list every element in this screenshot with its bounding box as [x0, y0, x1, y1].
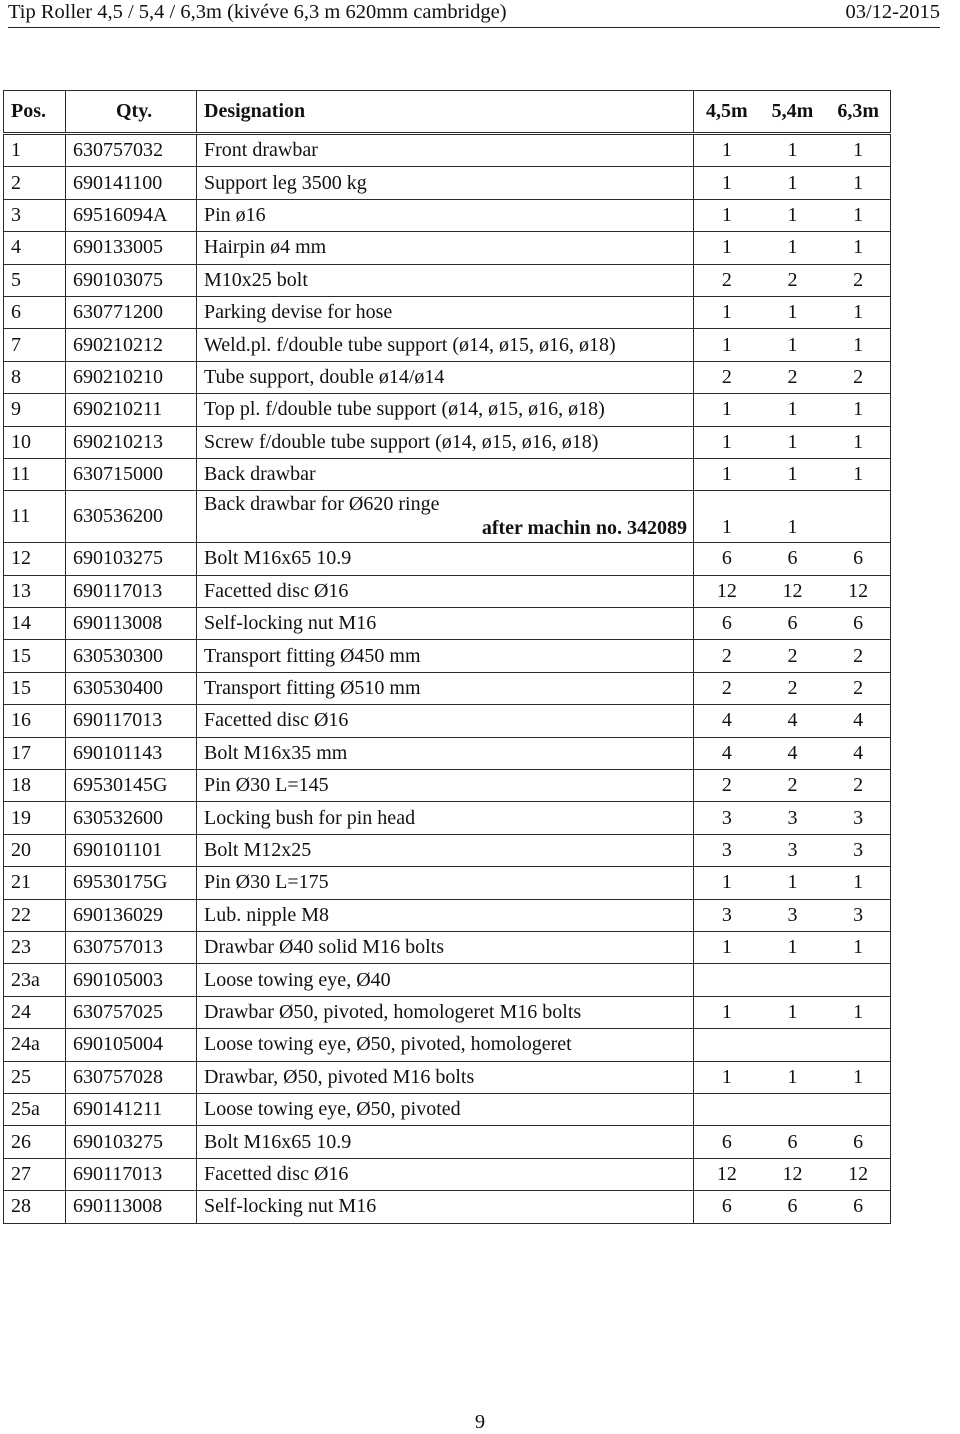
- qty-q54: 2: [787, 268, 798, 291]
- quantity-cell: [694, 931, 891, 963]
- qty-q54: 6: [787, 612, 798, 635]
- qty-q54: 1: [787, 203, 798, 226]
- qty-q54: 1: [787, 1065, 798, 1088]
- designation-cell: Weld.pl. f/double tube support (ø14, ø15, ø16, ø18): [197, 329, 694, 361]
- part-number-cell: 690141211: [66, 1093, 197, 1125]
- quantity-cell: [694, 329, 891, 361]
- designation-cell: Facetted disc Ø16: [197, 1158, 694, 1190]
- column-header-sizes: [694, 91, 891, 134]
- qty-q45: 12: [716, 1162, 737, 1185]
- qty-q63: 2: [853, 774, 864, 797]
- quantity-cell: [694, 899, 891, 931]
- pos-cell: 25a: [4, 1093, 66, 1125]
- pos-cell: 16: [4, 705, 66, 737]
- designation-cell: Drawbar Ø50, pivoted, homologeret M16 bolts: [197, 996, 694, 1028]
- qty-q54: 12: [782, 1162, 803, 1185]
- qty-q63: 1: [853, 203, 864, 226]
- designation-cell: Bolt M16x65 10.9: [197, 1126, 694, 1158]
- qty-q63: 1: [853, 1000, 864, 1023]
- quantity-cell: [694, 834, 891, 866]
- qty-q54: 3: [787, 903, 798, 926]
- document-title: Tip Roller 4,5 / 5,4 / 6,3m (kivéve 6,3 m 620mm cambridge): [8, 1, 507, 23]
- part-number-cell: 690101101: [66, 834, 197, 866]
- qty-q45: 2: [721, 644, 732, 667]
- part-number-cell: 69516094A: [66, 199, 197, 231]
- part-number-cell: 690210211: [66, 394, 197, 426]
- qty-q45: 2: [721, 677, 732, 700]
- designation-cell: Loose towing eye, Ø50, pivoted, homologeret: [197, 1029, 694, 1061]
- qty-q45: 1: [721, 1000, 732, 1023]
- table-row: [4, 1061, 891, 1093]
- part-number-cell: 630757028: [66, 1061, 197, 1093]
- quantity-cell: [694, 737, 891, 769]
- qty-q63: 2: [853, 644, 864, 667]
- designation-cell: M10x25 bolt: [197, 264, 694, 296]
- part-number-cell: 630532600: [66, 802, 197, 834]
- column-header-pos: Pos.: [4, 91, 66, 134]
- quantity-cell: [694, 199, 891, 231]
- qty-q63: [825, 516, 890, 539]
- qty-q45: 2: [721, 268, 732, 291]
- qty-q54: 2: [787, 644, 798, 667]
- part-number-cell: 690210210: [66, 361, 197, 393]
- parts-table: [3, 90, 891, 1224]
- qty-q45: 2: [721, 774, 732, 797]
- qty-q63: 2: [853, 365, 864, 388]
- pos-cell: 10: [4, 426, 66, 458]
- qty-q54: 2: [787, 365, 798, 388]
- table-row: [4, 199, 891, 231]
- table-row: [4, 575, 891, 607]
- qty-q45: 1: [721, 398, 732, 421]
- part-number-cell: 630530400: [66, 672, 197, 704]
- quantity-cell: [694, 458, 891, 490]
- designation-cell: Pin Ø30 L=145: [197, 770, 694, 802]
- table-row: [4, 705, 891, 737]
- quantity-cell: [694, 394, 891, 426]
- qty-q45: 6: [721, 547, 732, 570]
- pos-cell: 21: [4, 867, 66, 899]
- qty-q54: 6: [787, 547, 798, 570]
- part-number-cell: 690113008: [66, 608, 197, 640]
- part-number-cell: 690210212: [66, 329, 197, 361]
- qty-q45: 6: [721, 1130, 732, 1153]
- quantity-cell: [694, 802, 891, 834]
- qty-q45: 2: [721, 365, 732, 388]
- part-number-cell: 690141100: [66, 167, 197, 199]
- quantity-cell: [694, 296, 891, 328]
- table-row: [4, 329, 891, 361]
- designation-note: after machin no. 342089: [481, 517, 687, 540]
- pos-cell: 11: [4, 458, 66, 490]
- quantity-cell: [694, 608, 891, 640]
- quantity-cell: [694, 361, 891, 393]
- pos-cell: 20: [4, 834, 66, 866]
- designation-cell: Facetted disc Ø16: [197, 575, 694, 607]
- qty-q63: 4: [853, 741, 864, 764]
- qty-q63: 4: [853, 709, 864, 732]
- qty-q54: 1: [787, 171, 798, 194]
- header-divider: [8, 27, 940, 28]
- table-row: [4, 640, 891, 672]
- table-row: [4, 931, 891, 963]
- table-row: [4, 458, 891, 490]
- quantity-cell: [694, 134, 891, 167]
- document-date: 03/12-2015: [845, 1, 940, 23]
- table-row: [4, 394, 891, 426]
- quantity-cell: [694, 264, 891, 296]
- qty-q54: 12: [782, 579, 803, 602]
- part-number-cell: 690103275: [66, 543, 197, 575]
- qty-q45: 1: [721, 871, 732, 894]
- table-row: [4, 672, 891, 704]
- designation-cell: Locking bush for pin head: [197, 802, 694, 834]
- qty-q63: 1: [853, 936, 864, 959]
- quantity-cell: [694, 543, 891, 575]
- pos-cell: 28: [4, 1191, 66, 1223]
- designation-cell: Bolt M16x35 mm: [197, 737, 694, 769]
- qty-q45: 1: [721, 139, 732, 162]
- designation-cell: Facetted disc Ø16: [197, 705, 694, 737]
- table-row: [4, 134, 891, 167]
- part-number-cell: 630757032: [66, 134, 197, 167]
- pos-cell: 19: [4, 802, 66, 834]
- qty-q54: 1: [787, 333, 798, 356]
- quantity-cell: [694, 770, 891, 802]
- qty-q54: 1: [787, 139, 798, 162]
- qty-q45: 6: [721, 612, 732, 635]
- table-row: [4, 737, 891, 769]
- pos-cell: 9: [4, 394, 66, 426]
- qty-q63: 2: [853, 268, 864, 291]
- column-header-5-4m: 5,4m: [771, 100, 814, 122]
- qty-q54: 1: [787, 463, 798, 486]
- qty-q45: 1: [721, 936, 732, 959]
- qty-q45: 3: [721, 839, 732, 861]
- qty-q45: 4: [721, 709, 732, 732]
- part-number-cell: 690117013: [66, 705, 197, 737]
- qty-q45: 1: [721, 1065, 732, 1088]
- pos-cell: 12: [4, 543, 66, 575]
- qty-q45: 1: [721, 333, 732, 356]
- designation-cell: Transport fitting Ø450 mm: [197, 640, 694, 672]
- part-number-cell: 630530300: [66, 640, 197, 672]
- qty-q45: 3: [721, 903, 732, 926]
- qty-q54: 1: [787, 936, 798, 959]
- designation-line: Back drawbar for Ø620 ringe: [204, 493, 440, 516]
- part-number-cell: 690117013: [66, 1158, 197, 1190]
- pos-cell: 13: [4, 575, 66, 607]
- part-number-cell: 690105004: [66, 1029, 197, 1061]
- qty-q54: 1: [787, 1000, 798, 1023]
- designation-cell: Bolt M16x65 10.9: [197, 543, 694, 575]
- qty-q45: 6: [721, 1195, 732, 1218]
- pos-cell: 7: [4, 329, 66, 361]
- table-body: [4, 134, 891, 1224]
- part-number-cell: 690101143: [66, 737, 197, 769]
- part-number-cell: 690210213: [66, 426, 197, 458]
- qty-q63: 6: [853, 612, 864, 635]
- table-row: [4, 491, 891, 543]
- pos-cell: 3: [4, 199, 66, 231]
- designation-cell: Pin ø16: [197, 199, 694, 231]
- qty-q63: 1: [853, 398, 864, 421]
- table-row: [4, 608, 891, 640]
- part-number-cell: 690103275: [66, 1126, 197, 1158]
- table-row: [4, 167, 891, 199]
- qty-q63: 1: [853, 430, 864, 453]
- qty-q63: 3: [853, 806, 864, 829]
- table-row: [4, 361, 891, 393]
- quantity-cell: [694, 1061, 891, 1093]
- part-number-cell: 630536200: [66, 491, 197, 543]
- pos-cell: 27: [4, 1158, 66, 1190]
- quantity-cell: [694, 867, 891, 899]
- qty-q63: 1: [853, 139, 864, 162]
- table-row: [4, 264, 891, 296]
- part-number-cell: 690117013: [66, 575, 197, 607]
- qty-q45: 1: [721, 430, 732, 453]
- designation-cell: Pin Ø30 L=175: [197, 867, 694, 899]
- qty-q63: 3: [853, 903, 864, 926]
- pos-cell: 22: [4, 899, 66, 931]
- part-number-cell: 690105003: [66, 964, 197, 996]
- column-header-6-3m: 6,3m: [837, 100, 880, 122]
- qty-q45: 1: [721, 171, 732, 194]
- qty-q54: 6: [787, 1130, 798, 1153]
- quantity-cell: [694, 1126, 891, 1158]
- designation-cell: Support leg 3500 kg: [197, 167, 694, 199]
- table-row: [4, 834, 891, 866]
- qty-q45: 4: [721, 741, 732, 764]
- quantity-cell: [694, 640, 891, 672]
- designation-cell: [197, 491, 694, 543]
- table-row: [4, 543, 891, 575]
- qty-q63: 1: [853, 871, 864, 894]
- designation-cell: Front drawbar: [197, 134, 694, 167]
- part-number-cell: 690113008: [66, 1191, 197, 1223]
- qty-q45: 1: [721, 301, 732, 324]
- table-row: [4, 770, 891, 802]
- qty-q54: 1: [787, 430, 798, 453]
- qty-q63: 6: [853, 1195, 864, 1218]
- designation-cell: Back drawbar: [197, 458, 694, 490]
- qty-q63: 2: [853, 677, 864, 700]
- quantity-cell: [694, 964, 891, 996]
- pos-cell: 8: [4, 361, 66, 393]
- pos-cell: 24: [4, 996, 66, 1028]
- part-number-cell: 630771200: [66, 296, 197, 328]
- qty-q54: 1: [787, 516, 798, 539]
- table-row: [4, 296, 891, 328]
- page-header: [8, 0, 940, 24]
- quantity-cell: [694, 167, 891, 199]
- table-row: [4, 899, 891, 931]
- quantity-cell: [694, 232, 891, 264]
- qty-q54: 2: [787, 677, 798, 700]
- page-number: 9: [474, 1411, 486, 1433]
- table-row: [4, 1191, 891, 1223]
- qty-q63: 3: [853, 839, 864, 861]
- pos-cell: 15: [4, 672, 66, 704]
- quantity-cell: [694, 426, 891, 458]
- designation-cell: Loose towing eye, Ø40: [197, 964, 694, 996]
- part-number-cell: 690136029: [66, 899, 197, 931]
- pos-cell: 1: [4, 134, 66, 167]
- table-header-row: [4, 91, 891, 134]
- part-number-cell: 630715000: [66, 458, 197, 490]
- pos-cell: 11: [4, 491, 66, 543]
- quantity-cell: [694, 1029, 891, 1061]
- part-number-cell: 690133005: [66, 232, 197, 264]
- designation-cell: Loose towing eye, Ø50, pivoted: [197, 1093, 694, 1125]
- table-row: [4, 1126, 891, 1158]
- qty-q63: 1: [853, 463, 864, 486]
- designation-cell: Drawbar Ø40 solid M16 bolts: [197, 931, 694, 963]
- qty-q63: 12: [848, 579, 869, 602]
- pos-cell: 15: [4, 640, 66, 672]
- part-number-cell: 630757013: [66, 931, 197, 963]
- qty-q63: 6: [853, 547, 864, 570]
- table-row: [4, 964, 891, 996]
- designation-cell: Drawbar, Ø50, pivoted M16 bolts: [197, 1061, 694, 1093]
- qty-q63: 1: [853, 301, 864, 324]
- qty-q54: 1: [787, 301, 798, 324]
- table-row: [4, 996, 891, 1028]
- qty-q63: 1: [853, 171, 864, 194]
- pos-cell: 23a: [4, 964, 66, 996]
- qty-q54: 1: [787, 871, 798, 894]
- quantity-cell: [694, 1191, 891, 1223]
- designation-cell: Hairpin ø4 mm: [197, 232, 694, 264]
- designation-cell: Self-locking nut M16: [197, 1191, 694, 1223]
- quantity-cell: [694, 996, 891, 1028]
- designation-cell: Bolt M12x25: [197, 834, 694, 866]
- table-row: [4, 867, 891, 899]
- pos-cell: 6: [4, 296, 66, 328]
- qty-q54: 4: [787, 709, 798, 732]
- qty-q54: 6: [787, 1195, 798, 1218]
- qty-q54: 2: [787, 774, 798, 797]
- part-number-cell: 630757025: [66, 996, 197, 1028]
- qty-q45: 1: [721, 203, 732, 226]
- column-header-designation: Designation: [197, 91, 694, 134]
- pos-cell: 2: [4, 167, 66, 199]
- table-row: [4, 426, 891, 458]
- qty-q54: 3: [787, 806, 798, 829]
- pos-cell: 18: [4, 770, 66, 802]
- quantity-cell: [694, 1093, 891, 1125]
- quantity-cell: [694, 491, 891, 543]
- designation-cell: Transport fitting Ø510 mm: [197, 672, 694, 704]
- qty-q54: 1: [787, 398, 798, 421]
- designation-cell: Tube support, double ø14/ø14: [197, 361, 694, 393]
- qty-q54: 4: [787, 741, 798, 764]
- table-row: [4, 232, 891, 264]
- qty-q63: 1: [853, 236, 864, 259]
- qty-q63: 12: [848, 1162, 869, 1185]
- pos-cell: 5: [4, 264, 66, 296]
- table-row: [4, 802, 891, 834]
- quantity-cell: [694, 705, 891, 737]
- qty-q45: 1: [721, 463, 732, 486]
- pos-cell: 17: [4, 737, 66, 769]
- quantity-cell: [694, 672, 891, 704]
- qty-q54: 1: [787, 236, 798, 259]
- qty-q54: 3: [787, 839, 798, 861]
- table-row: [4, 1158, 891, 1190]
- qty-q45: 1: [721, 516, 732, 539]
- quantity-cell: [694, 1158, 891, 1190]
- pos-cell: 25: [4, 1061, 66, 1093]
- quantity-cell: [694, 575, 891, 607]
- pos-cell: 23: [4, 931, 66, 963]
- designation-cell: Screw f/double tube support (ø14, ø15, ø16, ø18): [197, 426, 694, 458]
- qty-q45: 3: [721, 806, 732, 829]
- part-number-cell: 69530175G: [66, 867, 197, 899]
- designation-cell: Parking devise for hose: [197, 296, 694, 328]
- pos-cell: 26: [4, 1126, 66, 1158]
- pos-cell: 4: [4, 232, 66, 264]
- designation-cell: Self-locking nut M16: [197, 608, 694, 640]
- qty-q45: 12: [716, 579, 737, 602]
- pos-cell: 24a: [4, 1029, 66, 1061]
- designation-cell: Lub. nipple M8: [197, 899, 694, 931]
- pos-cell: 14: [4, 608, 66, 640]
- table-row: [4, 1029, 891, 1061]
- qty-q45: 1: [721, 236, 732, 259]
- part-number-cell: 690103075: [66, 264, 197, 296]
- column-header-4-5m: 4,5m: [706, 100, 748, 122]
- qty-q63: 1: [853, 1065, 864, 1088]
- designation-cell: Top pl. f/double tube support (ø14, ø15, ø16, ø18): [197, 394, 694, 426]
- qty-q63: 6: [853, 1130, 864, 1153]
- qty-q63: 1: [853, 333, 864, 356]
- column-header-qty: Qty.: [66, 91, 197, 134]
- part-number-cell: 69530145G: [66, 770, 197, 802]
- table-row: [4, 1093, 891, 1125]
